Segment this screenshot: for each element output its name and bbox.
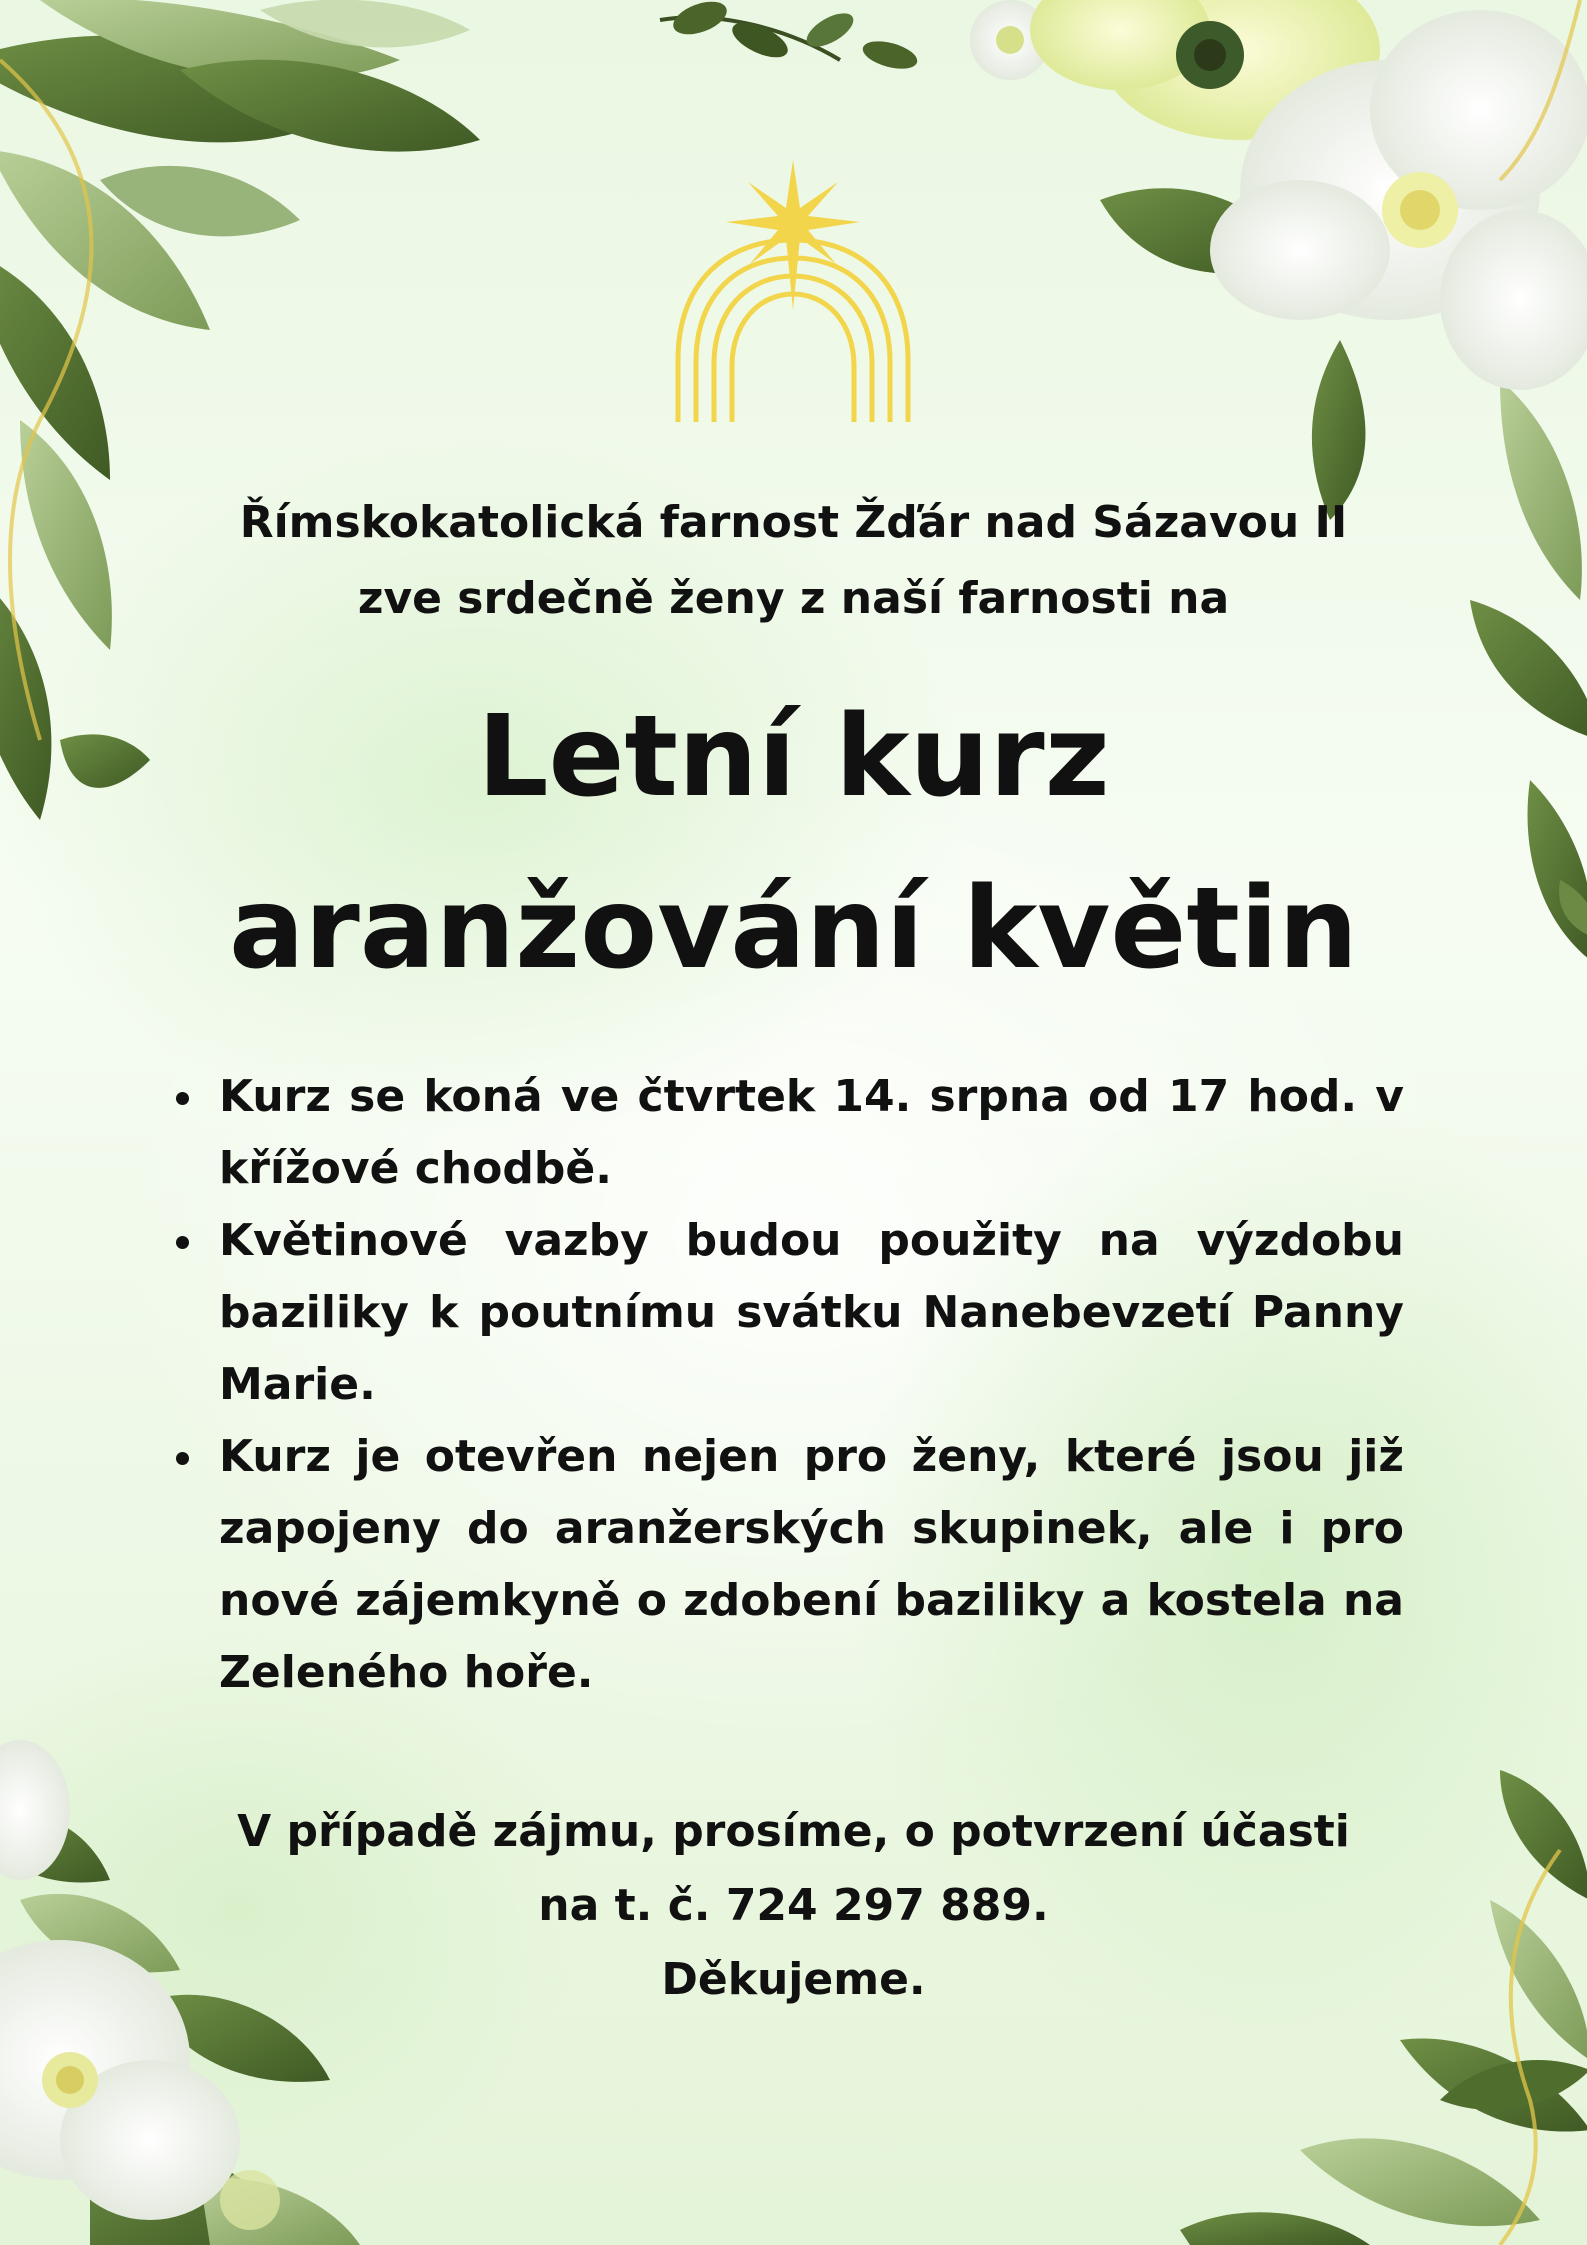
list-item (174, 1421, 1404, 1709)
star-over-arch-icon (668, 160, 918, 430)
invitation-line: zve srdečně ženy z naší farnosti na (357, 573, 1230, 624)
contact-request: V případě zájmu, prosíme, o potvrzení účasti (237, 1806, 1350, 1857)
thanks-text: Děkujeme. (661, 1954, 926, 2005)
bullet-dot-icon (176, 1092, 189, 1105)
right-edge-leaves (1528, 780, 1587, 960)
invitation-text (150, 485, 1437, 637)
contact-info (150, 1795, 1437, 2017)
event-title (150, 671, 1437, 1015)
event-title-line-2: aranžování květin (228, 864, 1359, 994)
list-item-text: Kurz se koná ve čtvrtek 14. srpna od 17 hod. v křížové chodbě. (219, 1071, 1404, 1194)
organizer-line: Římskokatolická farnost Žďár nad Sázavou II (239, 497, 1348, 548)
list-item-text: Kurz je otevřen nejen pro ženy, které jsou již zapojeny do aranžerských skupinek, ale i pro nové zájemkyně o zdobení baziliky a kostela na Zeleného hoře. (219, 1431, 1404, 1698)
list-item (174, 1061, 1404, 1205)
bullet-dot-icon (176, 1236, 189, 1249)
poster-content (150, 485, 1437, 2017)
phone-number: na t. č. 724 297 889. (538, 1880, 1049, 1931)
event-title-line-1: Letní kurz (477, 692, 1110, 822)
details-list (174, 1061, 1404, 1709)
top-center-sprig (660, 0, 1050, 80)
list-item (174, 1205, 1404, 1421)
list-item-text: Květinové vazby budou použity na výzdobu baziliky k poutnímu svátku Nanebevzetí Panny Marie. (219, 1215, 1404, 1410)
bullet-dot-icon (176, 1452, 189, 1465)
